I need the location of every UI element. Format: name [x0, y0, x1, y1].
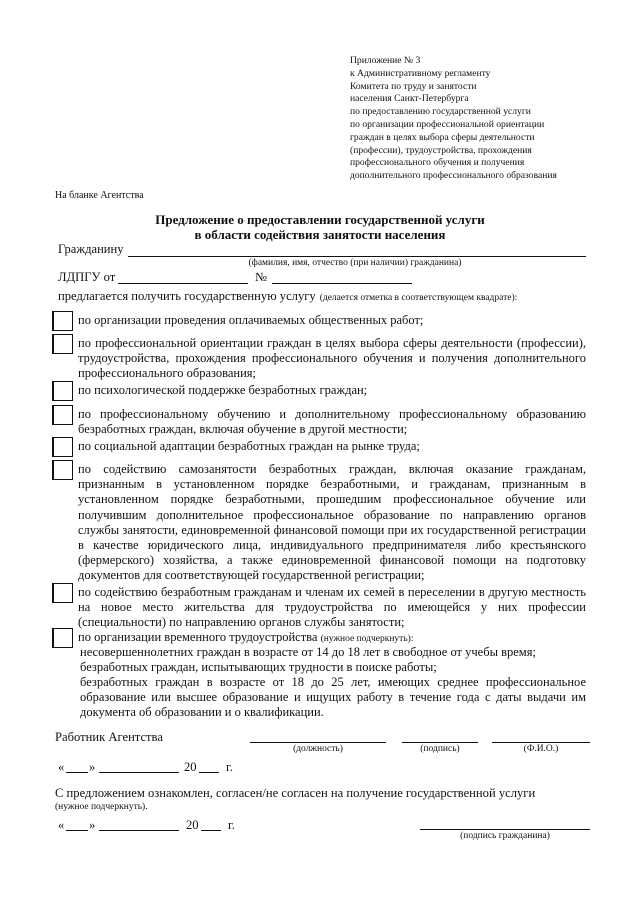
appendix-line: профессионального обучения и получения [350, 157, 525, 169]
item-psychological-support: по психологической поддержке безработных граждан; [78, 383, 368, 397]
checkbox-relocation[interactable] [52, 583, 73, 603]
appendix-line: к Административному регламенту [350, 67, 491, 79]
checkbox-temp-employment[interactable] [52, 628, 73, 648]
citizen-signature-caption: (подпись гражданина) [460, 831, 550, 841]
worker-day-field[interactable] [66, 772, 88, 773]
ack-year-suffix: г. [228, 818, 235, 832]
ldpgu-date-field[interactable] [118, 283, 248, 284]
worker-year-prefix: 20 [184, 760, 197, 774]
worker-signature-caption: (подпись) [420, 744, 460, 754]
document-title [60, 212, 580, 242]
checkbox-public-works[interactable] [52, 311, 73, 331]
item-self-employment: по содействию самозанятости безработных граждан, включая оказание гражданам, признанным в установленном порядке безработными, и гражданам, признанным в установленном порядке безработными, прошедшим профессиональное обучение или получившим дополнительное профессиональное образование по направлению органов службы занятости, единовременной финансовой помощи при их государственной регистрации в качестве юридического лица, индивидуального предпринимателя либо крестьянского (фермерского) хозяйства, а также единовременной финансовой помощи на подготовку документов для соответствующей государственной регистрации; [78, 462, 586, 583]
appendix-line: дополнительного профессионального образования [350, 170, 557, 182]
item-vocational-training: по профессиональному обучению и дополнительному профессиональному образованию безработных граждан, включая обучение в другой местности; [78, 407, 586, 437]
worker-year-suffix: г. [226, 760, 233, 774]
title-line-1: Предложение о предоставлении государственной услуги [155, 212, 485, 227]
ack-date-close: » [89, 818, 96, 832]
temp-sub-difficulties: безработных граждан, испытывающих трудности в поиске работы; [80, 660, 437, 674]
offer-note: (делается отметка в соответствующем квадрате): [319, 293, 518, 303]
worker-label: Работник Агентства [55, 730, 163, 744]
worker-date-open: « [58, 760, 65, 774]
checkbox-social-adaptation[interactable] [52, 437, 73, 457]
ack-day-field[interactable] [66, 830, 88, 831]
offer-text: предлагается получить государственную услугу [58, 289, 316, 303]
ldpgu-number-label: № [255, 270, 268, 284]
appendix-line: (профессии), трудоустройства, прохождения [350, 144, 532, 156]
ldpgu-label: ЛДПГУ от [58, 270, 116, 284]
citizen-signature-field[interactable] [420, 829, 590, 830]
worker-signature-field[interactable] [402, 742, 478, 743]
checkbox-vocational-training[interactable] [52, 405, 73, 425]
worker-position-field[interactable] [250, 742, 386, 743]
item-public-works: по организации проведения оплачиваемых общественных работ; [78, 313, 424, 327]
appendix-line: по организации профессиональной ориентации [350, 118, 545, 130]
temp-sub-graduates: безработных граждан в возрасте от 18 до 25 лет, имеющих среднее профессиональное образование или высшее образование и ищущих работу в течение года с даты выдачи им документа об образовании и о квалификации. [80, 675, 586, 720]
appendix-line: граждан в целях выбора сферы деятельности [350, 131, 535, 143]
checkbox-career-guidance[interactable] [52, 334, 73, 354]
worker-month-field[interactable] [99, 772, 179, 773]
citizen-name-field[interactable] [128, 256, 586, 257]
acknowledge-text: С предложением ознакомлен, согласен/не согласен на получение государственной услуги [55, 786, 536, 800]
appendix-line: населения Санкт-Петербурга [350, 93, 469, 105]
title-line-2: в области содействия занятости населения [194, 227, 446, 242]
citizen-label: Гражданину [58, 242, 124, 256]
ack-year-prefix: 20 [186, 818, 199, 832]
temp-sub-minors: несовершеннолетних граждан в возрасте от 14 до 18 лет в свободное от учебы время; [80, 645, 536, 659]
checkbox-self-employment[interactable] [52, 460, 73, 480]
appendix-header [350, 55, 610, 183]
worker-name-field[interactable] [492, 742, 590, 743]
blank-note: На бланке Агентства [55, 190, 144, 201]
offer-line [58, 287, 517, 305]
worker-date-close: » [89, 760, 96, 774]
citizen-caption: (фамилия, имя, отчество (при наличии) гражданина) [248, 258, 462, 268]
item-relocation: по содействию безработным гражданам и членам их семей в переселении в другую местность на новое место жительства для трудоустройства по имеющейся у них профессии (специальности) по направлению органов службы занятости; [78, 585, 586, 630]
item-career-guidance: по профессиональной ориентации граждан в целях выбора сферы деятельности (профессии), трудоустройства, прохождения профессионального обучения и получения дополнительного профессионального образования; [78, 336, 586, 381]
checkbox-psychological-support[interactable] [52, 381, 73, 401]
ack-date-open: « [58, 818, 65, 832]
item-social-adaptation: по социальной адаптации безработных граждан на рынке труда; [78, 439, 420, 453]
acknowledge-note: (нужное подчеркнуть). [55, 802, 148, 812]
appendix-line: Комитета по труду и занятости [350, 80, 477, 92]
appendix-line: по предоставлению государственной услуги [350, 106, 531, 118]
ack-month-field[interactable] [99, 830, 179, 831]
worker-year-field[interactable] [199, 772, 219, 773]
worker-name-caption: (Ф.И.О.) [523, 744, 559, 754]
temp-employment-note: (нужное подчеркнуть): [320, 634, 414, 644]
ldpgu-number-field[interactable] [272, 283, 412, 284]
appendix-line: Приложение № 3 [350, 55, 421, 66]
ack-year-field[interactable] [201, 830, 221, 831]
temp-employment-text: по организации временного трудоустройства [78, 630, 318, 644]
worker-position-caption: (должность) [293, 744, 343, 754]
